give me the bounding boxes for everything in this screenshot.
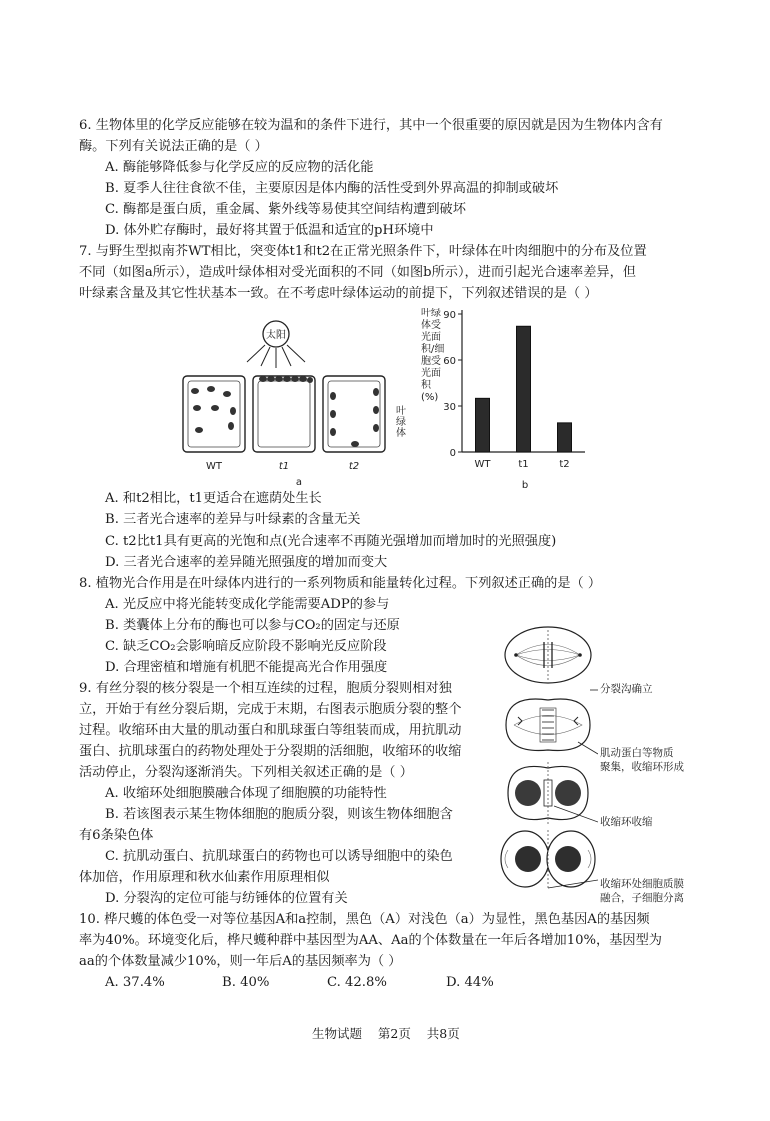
chart-bar-t2: [558, 423, 572, 452]
chart-ytick-label: 0: [449, 448, 456, 459]
q6-stem-line2: 酶。下列有关说法正确的是（ ）: [79, 139, 268, 154]
cell-t1: [253, 376, 315, 452]
q10-stem-line2: 率为40%。环境变化后，桦尺蠖种群中基因型为AA、Aa的个体数量在一年后各增加10%，基因型为: [79, 933, 662, 948]
cell-stage-1: [505, 627, 591, 683]
q10-option-c: C. 42.8%: [327, 975, 387, 990]
chart-ytick-label: 60: [443, 356, 456, 367]
q8-option-a: A. 光反应中将光能转变成化学能需要ADP的参与: [105, 597, 390, 612]
cell-label-t2: t2: [348, 461, 360, 472]
chart-ytick-label: 30: [443, 402, 456, 413]
cell-stage-2: [506, 699, 590, 750]
cell-stage-4: [501, 830, 595, 890]
q7-stem-line3: 叶绿素含量及其它性状基本一致。在不考虑叶绿体运动的前提下，下列叙述错误的是（ ）: [79, 286, 598, 301]
chloroplast-label: 叶绿体: [396, 406, 406, 439]
chart-ytick-label: 90: [443, 310, 456, 321]
fig-label-actin-a: 肌动蛋白等物质: [600, 747, 674, 759]
q9-option-d: D. 分裂沟的定位可能与纺锤体的位置有关: [105, 891, 348, 906]
q9-option-c-line2: 体加倍，作用原理和秋水仙素作用原理相似: [79, 870, 330, 885]
sun-icon: [247, 321, 305, 368]
q8-option-c: C. 缺乏CO₂会影响暗反应阶段不影响光反应阶段: [105, 639, 387, 654]
q9-option-b-line1: B. 若该图表示某生物体细胞的胞质分裂，则该生物体细胞含: [105, 807, 453, 822]
q9-option-c-line1: C. 抗肌动蛋白、抗肌球蛋白的药物也可以诱导细胞中的染色: [105, 849, 453, 864]
q7-stem-line2: 不同（如图a所示），造成叶绿体相对受光面积的不同（如图b所示），进而引起光合速率差异，但: [79, 265, 636, 280]
q9-cytokinesis-figure: [498, 622, 598, 907]
fig-label-contract: 收缩环收缩: [600, 816, 653, 828]
q6-option-b: B. 夏季人往往食欲不佳，主要原因是体内酶的活性受到外界高温的抑制或破坏: [105, 181, 559, 196]
q9-stem-line3: 过程。收缩环由大量的肌动蛋白和肌球蛋白等组装而成，用抗肌动: [79, 723, 462, 738]
q7-figure-a: [175, 318, 415, 488]
fig-label-fusion-a: 收缩环处细胞质膜: [600, 878, 684, 890]
fig-label-furrow: 分裂沟确立: [600, 683, 653, 695]
figure-a-caption: a: [295, 477, 303, 488]
q10-stem-line3: aa的个体数量减少10%，则一年后A的基因频率为（ ）: [79, 954, 402, 969]
q10-option-a: A. 37.4%: [105, 975, 165, 990]
chart-bar-t1: [517, 326, 531, 452]
page-footer: 生物试题 第2页 共8页: [312, 1026, 460, 1041]
q8-option-b: B. 类囊体上分布的酶也可以参与CO₂的固定与还原: [105, 618, 400, 633]
q6-option-c: C. 酶都是蛋白质，重金属、紫外线等易使其空间结构遭到破坏: [105, 202, 466, 217]
chart-bar-wt: [476, 398, 490, 452]
cell-stage-3: [508, 762, 588, 824]
q9-option-b-line2: 有6条染色体: [79, 828, 154, 843]
figure-b-caption: b: [521, 480, 529, 491]
q9-stem-line4: 蛋白、抗肌球蛋白的药物处理处于分裂期的活细胞，收缩环的收缩: [79, 744, 462, 759]
chart-xtick-label: t2: [559, 459, 570, 470]
q9-stem-line1: 9. 有丝分裂的核分裂是一个相互连续的过程，胞质分裂则相对独: [79, 681, 452, 696]
q6-option-d: D. 体外贮存酶时，最好将其置于低温和适宜的pH环境中: [105, 223, 434, 238]
q7-option-c: C. t2比t1具有更高的光饱和点(光合速率不再随光强增加而增加时的光照强度): [105, 534, 557, 549]
q7-option-d: D. 三者光合速率的差异随光照强度的增加而变大: [105, 555, 388, 570]
q9-stem-line2: 立，开始于有丝分裂后期，完成于末期，右图表示胞质分裂的整个: [79, 702, 462, 717]
q9-option-a: A. 收缩环处细胞膜融合体现了细胞膜的功能特性: [105, 786, 387, 801]
cell-label-wt: WT: [206, 461, 222, 472]
q7-figure-b: [440, 300, 590, 495]
q10-option-b: B. 40%: [222, 975, 270, 990]
q6-stem-line1: 6. 生物体里的化学反应能够在较为温和的条件下进行，其中一个很重要的原因就是因为生物体内含有: [79, 118, 663, 133]
q7-option-a: A. 和t2相比，t1更适合在遮荫处生长: [105, 491, 322, 506]
q10-stem-line1: 10. 桦尺蠖的体色受一对等位基因A和a控制，黑色（A）对浅色（a）为显性，黑色基因A的基因频: [79, 912, 650, 927]
q6-option-a: A. 酶能够降低参与化学反应的反应物的活化能: [105, 160, 374, 175]
chart-xtick-label: t1: [518, 459, 529, 470]
q8-stem: 8. 植物光合作用是在叶绿体内进行的一系列物质和能量转化过程。下列叙述正确的是（ ）: [79, 576, 602, 591]
chart-ylabel: 叶绿体受光面积/细胞受光面积(%): [421, 308, 445, 403]
cell-label-t1: t1: [278, 461, 290, 472]
q7-option-b: B. 三者光合速率的差异与叶绿素的含量无关: [105, 512, 361, 527]
q7-stem-line1: 7. 与野生型拟南芥WT相比，突变体t1和t2在正常光照条件下，叶绿体在叶肉细胞中的分布及位置: [79, 244, 647, 259]
q9-stem-line5: 活动停止，分裂沟逐渐消失。下列相关叙述正确的是（ ）: [79, 765, 413, 780]
fig-label-fusion-b: 融合，子细胞分离: [600, 892, 684, 904]
q10-option-d: D. 44%: [446, 975, 494, 990]
q8-option-d: D. 合理密植和增施有机肥不能提高光合作用强度: [105, 660, 388, 675]
fig-label-actin-b: 聚集，收缩环形成: [600, 761, 684, 773]
chart-xtick-label: WT: [474, 459, 491, 470]
sun-label: 太阳: [266, 330, 286, 341]
